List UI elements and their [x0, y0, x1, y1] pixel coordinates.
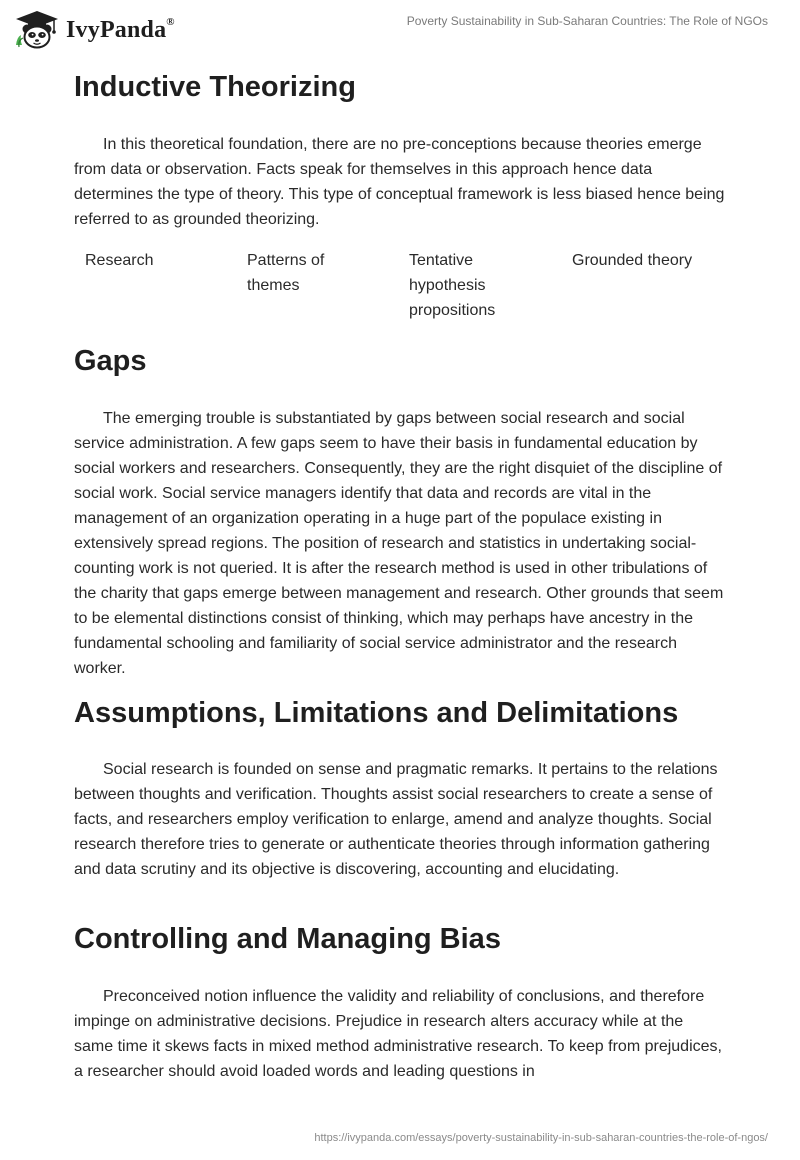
panda-graduation-icon: [14, 9, 60, 49]
theory-flow-table: [85, 248, 735, 328]
paragraph-controlling-bias: Preconceived notion influence the validity and reliability of conclusions, and therefore impinge on administrative decisions. Prejudice in research alters accuracy while at the same time it skews facts in mixed method administrative research. To keep from prejudices, a researcher should avoid loaded words and leading questions in: [74, 988, 722, 1080]
paragraph-gaps: The emerging trouble is substantiated by gaps between social research and social service administration. A few gaps seem to have their basis in fundamental education by social workers and researchers. Consequently, they are the right disquiet of the discipline of social work. Social service managers identify that data and records are vital in the management of an organization operating in a huge part of the populace existing in extensively spread regions. The position of research and statistics in undertaking social-counting work is not queried. It is after the research method is used in other tribulations of the charity that gaps emerge between management and research. Other grounds that seem to be elemental distinctions consist of thinking, which may perhaps have ancestry in the fundamental schooling and familiarity of social service administrator and the research worker.: [74, 410, 724, 677]
heading-controlling-bias: Controlling and Managing Bias: [74, 923, 501, 955]
heading-gaps: Gaps: [74, 345, 147, 377]
logo-wordmark: IvyPanda®: [66, 15, 175, 43]
page-header: [0, 0, 800, 56]
flow-step-hypothesis: Tentative hypothesis propositions: [409, 252, 496, 319]
footer-url[interactable]: https://ivypanda.com/essays/poverty-sustainability-in-sub-saharan-countries-the-role-of-ngos/: [314, 1132, 768, 1144]
heading-inductive-theorizing: Inductive Theorizing: [74, 71, 356, 103]
flow-step-grounded-theory: Grounded theory: [572, 252, 693, 269]
paragraph-assumptions: Social research is founded on sense and pragmatic remarks. It pertains to the relations between thoughts and verification. Thoughts assist social researchers to create a sense of facts, and researchers employ verification to enlarge, amend and analyze thoughts. Social research therefore tries to generate or authenticate theories through information gathering and data scrutiny and its objective is discovering, accounting and elucidating.: [74, 761, 718, 878]
heading-assumptions: Assumptions, Limitations and Delimitations: [74, 697, 679, 729]
flow-step-research: Research: [85, 252, 154, 269]
flow-step-patterns: Patterns of themes: [247, 252, 325, 294]
ivypanda-logo[interactable]: [14, 9, 175, 49]
document-title: Poverty Sustainability in Sub-Saharan Countries: The Role of NGOs: [406, 14, 768, 28]
paragraph-inductive-theorizing: In this theoretical foundation, there are no pre-conceptions because theories emerge from data or observation. Facts speak for themselves in this approach hence data determines the type of theory. This type of conceptual framework is less biased hence being referred to as grounded theorizing.: [74, 136, 725, 228]
